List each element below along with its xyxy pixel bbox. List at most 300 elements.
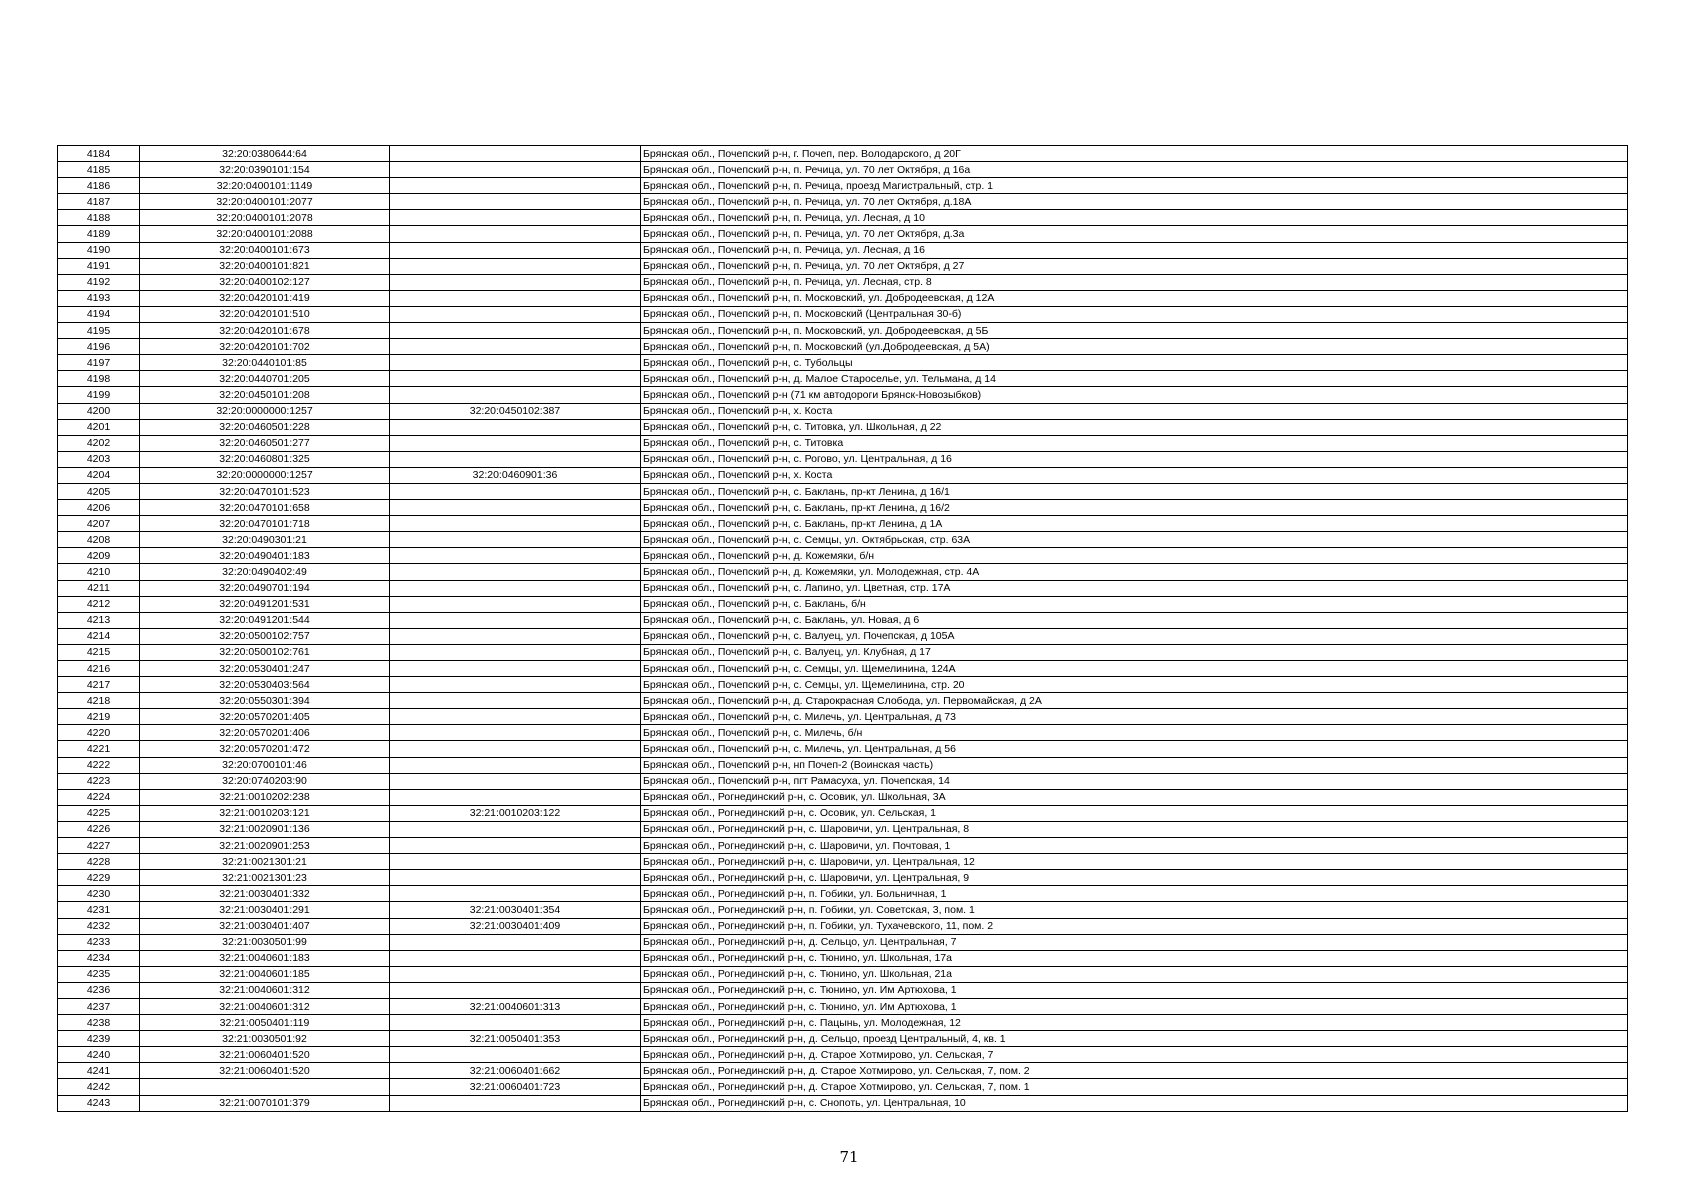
cadastral-number-cell: 32:20:0420101:678 (140, 323, 390, 339)
address-cell: Брянская обл., Почепский р-н, х. Коста (641, 403, 1628, 419)
address-cell: Брянская обл., Почепский р-н, с. Семцы, ул. Октябрьская, стр. 63А (641, 532, 1628, 548)
table-row (58, 612, 1628, 628)
related-cadastral-number-cell (390, 612, 641, 628)
related-cadastral-number-cell (390, 821, 641, 837)
cadastral-number-cell: 32:20:0500102:757 (140, 628, 390, 644)
address-cell: Брянская обл., Рогнединский р-н, с. Осовик, ул. Школьная, 3А (641, 789, 1628, 805)
table-row (58, 387, 1628, 403)
table-row (58, 934, 1628, 950)
cadastral-number-cell: 32:21:0030401:332 (140, 886, 390, 902)
address-cell: Брянская обл., Рогнединский р-н, с. Шаровичи, ул. Центральная, 12 (641, 854, 1628, 870)
table-row (58, 242, 1628, 258)
address-cell: Брянская обл., Рогнединский р-н, с. Тюнино, ул. Им Артюхова, 1 (641, 982, 1628, 998)
row-number-cell: 4234 (58, 950, 140, 966)
related-cadastral-number-cell (390, 693, 641, 709)
related-cadastral-number-cell: 32:21:0030401:409 (390, 918, 641, 934)
row-number-cell: 4242 (58, 1079, 140, 1095)
row-number-cell: 4240 (58, 1047, 140, 1063)
address-cell: Брянская обл., Рогнединский р-н, п. Гобики, ул. Больничная, 1 (641, 886, 1628, 902)
cadastral-number-cell: 32:21:0021301:21 (140, 854, 390, 870)
table-row (58, 371, 1628, 387)
address-cell: Брянская обл., Почепский р-н, д. Малое Староселье, ул. Тельмана, д 14 (641, 371, 1628, 387)
cadastral-number-cell: 32:20:0470101:658 (140, 500, 390, 516)
related-cadastral-number-cell (390, 564, 641, 580)
table-row (58, 821, 1628, 837)
address-cell: Брянская обл., Почепский р-н, п. Речица, проезд Магистральный, стр. 1 (641, 178, 1628, 194)
address-cell: Брянская обл., Рогнединский р-н, с. Шаровичи, ул. Центральная, 9 (641, 870, 1628, 886)
table-row (58, 838, 1628, 854)
cadastral-number-cell: 32:20:0380644:64 (140, 146, 390, 162)
table-row (58, 178, 1628, 194)
table-row (58, 757, 1628, 773)
address-cell: Брянская обл., Почепский р-н, с. Семцы, ул. Щемелинина, 124А (641, 661, 1628, 677)
cadastral-number-cell: 32:20:0500102:761 (140, 644, 390, 660)
row-number-cell: 4200 (58, 403, 140, 419)
address-cell: Брянская обл., Почепский р-н, нп Почеп-2 (Воинская часть) (641, 757, 1628, 773)
related-cadastral-number-cell (390, 709, 641, 725)
table-row (58, 693, 1628, 709)
cadastral-number-cell: 32:20:0740203:90 (140, 773, 390, 789)
row-number-cell: 4215 (58, 644, 140, 660)
cadastral-number-cell: 32:20:0450101:208 (140, 387, 390, 403)
row-number-cell: 4219 (58, 709, 140, 725)
register-table-body (58, 146, 1628, 1112)
related-cadastral-number-cell (390, 982, 641, 998)
row-number-cell: 4193 (58, 290, 140, 306)
related-cadastral-number-cell: 32:21:0060401:662 (390, 1063, 641, 1079)
table-row (58, 548, 1628, 564)
address-cell: Брянская обл., Почепский р-н, п. Московский, ул. Добродеевская, д 5Б (641, 323, 1628, 339)
address-cell: Брянская обл., Рогнединский р-н, п. Гобики, ул. Тухачевского, 11, пом. 2 (641, 918, 1628, 934)
cadastral-number-cell: 32:20:0490402:49 (140, 564, 390, 580)
address-cell: Брянская обл., Почепский р-н, с. Валуец, ул. Почепская, д 105А (641, 628, 1628, 644)
table-row (58, 805, 1628, 821)
cadastral-number-cell: 32:20:0440701:205 (140, 371, 390, 387)
related-cadastral-number-cell (390, 596, 641, 612)
address-cell: Брянская обл., Рогнединский р-н, д. Старое Хотмирово, ул. Сельская, 7, пом. 1 (641, 1079, 1628, 1095)
table-row (58, 532, 1628, 548)
address-cell: Брянская обл., Почепский р-н, с. Баклань, пр-кт Ленина, д 1А (641, 516, 1628, 532)
row-number-cell: 4197 (58, 355, 140, 371)
row-number-cell: 4239 (58, 1031, 140, 1047)
row-number-cell: 4189 (58, 226, 140, 242)
row-number-cell: 4211 (58, 580, 140, 596)
address-cell: Брянская обл., Почепский р-н (71 км автодороги Брянск-Новозыбков) (641, 387, 1628, 403)
row-number-cell: 4184 (58, 146, 140, 162)
cadastral-number-cell: 32:20:0490401:183 (140, 548, 390, 564)
table-row (58, 516, 1628, 532)
row-number-cell: 4188 (58, 210, 140, 226)
row-number-cell: 4191 (58, 258, 140, 274)
row-number-cell: 4235 (58, 966, 140, 982)
row-number-cell: 4207 (58, 516, 140, 532)
related-cadastral-number-cell (390, 532, 641, 548)
related-cadastral-number-cell (390, 419, 641, 435)
cadastral-number-cell: 32:21:0021301:23 (140, 870, 390, 886)
address-cell: Брянская обл., Почепский р-н, с. Валуец, ул. Клубная, д 17 (641, 644, 1628, 660)
related-cadastral-number-cell (390, 725, 641, 741)
cadastral-number-cell: 32:20:0460501:277 (140, 435, 390, 451)
related-cadastral-number-cell (390, 886, 641, 902)
address-cell: Брянская обл., Почепский р-н, п. Речица, ул. 70 лет Октября, д.3а (641, 226, 1628, 242)
row-number-cell: 4205 (58, 483, 140, 499)
table-row (58, 1063, 1628, 1079)
related-cadastral-number-cell (390, 548, 641, 564)
related-cadastral-number-cell (390, 242, 641, 258)
address-cell: Брянская обл., Рогнединский р-н, с. Тюнино, ул. Школьная, 21а (641, 966, 1628, 982)
address-cell: Брянская обл., Почепский р-н, г. Почеп, пер. Володарского, д 20Г (641, 146, 1628, 162)
related-cadastral-number-cell (390, 741, 641, 757)
address-cell: Брянская обл., Почепский р-н, пгт Рамасуха, ул. Почепская, 14 (641, 773, 1628, 789)
address-cell: Брянская обл., Почепский р-н, с. Рогово, ул. Центральная, д 16 (641, 451, 1628, 467)
table-row (58, 677, 1628, 693)
cadastral-number-cell: 32:20:0570201:472 (140, 741, 390, 757)
address-cell: Брянская обл., Почепский р-н, с. Милечь, ул. Центральная, д 73 (641, 709, 1628, 725)
cadastral-number-cell: 32:20:0400101:673 (140, 242, 390, 258)
related-cadastral-number-cell (390, 789, 641, 805)
related-cadastral-number-cell (390, 226, 641, 242)
related-cadastral-number-cell (390, 757, 641, 773)
address-cell: Брянская обл., Почепский р-н, с. Титовка (641, 435, 1628, 451)
related-cadastral-number-cell (390, 194, 641, 210)
table-row (58, 274, 1628, 290)
row-number-cell: 4232 (58, 918, 140, 934)
address-cell: Брянская обл., Почепский р-н, п. Речица, ул. Лесная, д 10 (641, 210, 1628, 226)
address-cell: Брянская обл., Почепский р-н, с. Баклань, б/н (641, 596, 1628, 612)
row-number-cell: 4203 (58, 451, 140, 467)
row-number-cell: 4236 (58, 982, 140, 998)
cadastral-number-cell: 32:20:0440101:85 (140, 355, 390, 371)
cadastral-number-cell: 32:20:0700101:46 (140, 757, 390, 773)
table-row (58, 741, 1628, 757)
address-cell: Брянская обл., Рогнединский р-н, с. Шаровичи, ул. Центральная, 8 (641, 821, 1628, 837)
table-row (58, 451, 1628, 467)
address-cell: Брянская обл., Почепский р-н, д. Кожемяки, б/н (641, 548, 1628, 564)
table-row (58, 258, 1628, 274)
related-cadastral-number-cell (390, 500, 641, 516)
address-cell: Брянская обл., Почепский р-н, с. Лапино, ул. Цветная, стр. 17А (641, 580, 1628, 596)
row-number-cell: 4224 (58, 789, 140, 805)
cadastral-number-cell: 32:21:0070101:379 (140, 1095, 390, 1111)
table-row (58, 918, 1628, 934)
row-number-cell: 4212 (58, 596, 140, 612)
cadastral-number-cell: 32:21:0040601:312 (140, 982, 390, 998)
cadastral-number-cell: 32:21:0060401:520 (140, 1063, 390, 1079)
table-row (58, 982, 1628, 998)
row-number-cell: 4208 (58, 532, 140, 548)
table-row (58, 290, 1628, 306)
cadastral-number-cell: 32:20:0470101:523 (140, 483, 390, 499)
table-row (58, 644, 1628, 660)
row-number-cell: 4230 (58, 886, 140, 902)
row-number-cell: 4228 (58, 854, 140, 870)
related-cadastral-number-cell (390, 854, 641, 870)
related-cadastral-number-cell (390, 435, 641, 451)
cadastral-number-cell: 32:21:0010202:238 (140, 789, 390, 805)
related-cadastral-number-cell: 32:20:0450102:387 (390, 403, 641, 419)
row-number-cell: 4213 (58, 612, 140, 628)
address-cell: Брянская обл., Почепский р-н, с. Семцы, ул. Щемелинина, стр. 20 (641, 677, 1628, 693)
address-cell: Брянская обл., Рогнединский р-н, с. Осовик, ул. Сельская, 1 (641, 805, 1628, 821)
row-number-cell: 4225 (58, 805, 140, 821)
cadastral-number-cell: 32:20:0400101:2088 (140, 226, 390, 242)
address-cell: Брянская обл., Рогнединский р-н, д. Сельцо, ул. Центральная, 7 (641, 934, 1628, 950)
table-row (58, 210, 1628, 226)
table-row (58, 467, 1628, 483)
cadastral-number-cell: 32:20:0491201:544 (140, 612, 390, 628)
row-number-cell: 4209 (58, 548, 140, 564)
table-row (58, 596, 1628, 612)
row-number-cell: 4217 (58, 677, 140, 693)
address-cell: Брянская обл., Почепский р-н, с. Титовка, ул. Школьная, д 22 (641, 419, 1628, 435)
related-cadastral-number-cell (390, 644, 641, 660)
row-number-cell: 4227 (58, 838, 140, 854)
related-cadastral-number-cell: 32:21:0010203:122 (390, 805, 641, 821)
cadastral-number-cell: 32:21:0050401:119 (140, 1015, 390, 1031)
row-number-cell: 4243 (58, 1095, 140, 1111)
cadastral-number-cell: 32:20:0400101:1149 (140, 178, 390, 194)
table-row (58, 870, 1628, 886)
table-row (58, 709, 1628, 725)
related-cadastral-number-cell (390, 773, 641, 789)
address-cell: Брянская обл., Почепский р-н, п. Речица, ул. 70 лет Октября, д 27 (641, 258, 1628, 274)
address-cell: Брянская обл., Почепский р-н, д. Кожемяки, ул. Молодежная, стр. 4А (641, 564, 1628, 580)
row-number-cell: 4238 (58, 1015, 140, 1031)
row-number-cell: 4231 (58, 902, 140, 918)
cadastral-number-cell: 32:20:0490301:21 (140, 532, 390, 548)
related-cadastral-number-cell (390, 628, 641, 644)
related-cadastral-number-cell (390, 1095, 641, 1111)
address-cell: Брянская обл., Почепский р-н, с. Милечь, ул. Центральная, д 56 (641, 741, 1628, 757)
table-row (58, 1047, 1628, 1063)
cadastral-number-cell: 32:20:0490701:194 (140, 580, 390, 596)
table-row (58, 500, 1628, 516)
row-number-cell: 4204 (58, 467, 140, 483)
table-row (58, 306, 1628, 322)
cadastral-number-cell: 32:20:0400101:2077 (140, 194, 390, 210)
row-number-cell: 4186 (58, 178, 140, 194)
address-cell: Брянская обл., Рогнединский р-н, д. Сельцо, проезд Центральный, 4, кв. 1 (641, 1031, 1628, 1047)
address-cell: Брянская обл., Рогнединский р-н, д. Старое Хотмирово, ул. Сельская, 7, пом. 2 (641, 1063, 1628, 1079)
row-number-cell: 4223 (58, 773, 140, 789)
address-cell: Брянская обл., Почепский р-н, с. Баклань, ул. Новая, д 6 (641, 612, 1628, 628)
address-cell: Брянская обл., Почепский р-н, п. Московский (Центральная 30-б) (641, 306, 1628, 322)
related-cadastral-number-cell: 32:21:0030401:354 (390, 902, 641, 918)
address-cell: Брянская обл., Почепский р-н, п. Речица, ул. Лесная, д 16 (641, 242, 1628, 258)
related-cadastral-number-cell (390, 838, 641, 854)
table-row (58, 339, 1628, 355)
cadastral-number-cell (140, 1079, 390, 1095)
cadastral-number-cell: 32:21:0010203:121 (140, 805, 390, 821)
table-row (58, 966, 1628, 982)
related-cadastral-number-cell (390, 274, 641, 290)
related-cadastral-number-cell (390, 306, 641, 322)
row-number-cell: 4187 (58, 194, 140, 210)
row-number-cell: 4214 (58, 628, 140, 644)
cadastral-number-cell: 32:20:0420101:510 (140, 306, 390, 322)
table-row (58, 226, 1628, 242)
related-cadastral-number-cell (390, 677, 641, 693)
cadastral-number-cell: 32:20:0470101:718 (140, 516, 390, 532)
row-number-cell: 4226 (58, 821, 140, 837)
table-row (58, 628, 1628, 644)
table-row (58, 886, 1628, 902)
cadastral-number-cell: 32:20:0390101:154 (140, 162, 390, 178)
row-number-cell: 4185 (58, 162, 140, 178)
cadastral-number-cell: 32:21:0030401:291 (140, 902, 390, 918)
cadastral-number-cell: 32:21:0030501:92 (140, 1031, 390, 1047)
cadastral-number-cell: 32:20:0570201:405 (140, 709, 390, 725)
cadastral-number-cell: 32:20:0400101:2078 (140, 210, 390, 226)
related-cadastral-number-cell (390, 162, 641, 178)
table-row (58, 323, 1628, 339)
table-row (58, 1079, 1628, 1095)
row-number-cell: 4196 (58, 339, 140, 355)
row-number-cell: 4202 (58, 435, 140, 451)
address-cell: Брянская обл., Рогнединский р-н, с. Пацынь, ул. Молодежная, 12 (641, 1015, 1628, 1031)
address-cell: Брянская обл., Почепский р-н, п. Московский, ул. Добродеевская, д 12А (641, 290, 1628, 306)
address-cell: Брянская обл., Почепский р-н, п. Речица, ул. Лесная, стр. 8 (641, 274, 1628, 290)
table-row (58, 419, 1628, 435)
related-cadastral-number-cell: 32:21:0040601:313 (390, 998, 641, 1014)
address-cell: Брянская обл., Рогнединский р-н, с. Тюнино, ул. Им Артюхова, 1 (641, 998, 1628, 1014)
table-row (58, 403, 1628, 419)
table-row (58, 435, 1628, 451)
cadastral-number-cell: 32:21:0040601:185 (140, 966, 390, 982)
related-cadastral-number-cell (390, 387, 641, 403)
row-number-cell: 4198 (58, 371, 140, 387)
row-number-cell: 4221 (58, 741, 140, 757)
cadastral-number-cell: 32:20:0491201:531 (140, 596, 390, 612)
related-cadastral-number-cell (390, 966, 641, 982)
cadastral-number-cell: 32:20:0400101:821 (140, 258, 390, 274)
related-cadastral-number-cell (390, 146, 641, 162)
address-cell: Брянская обл., Рогнединский р-н, с. Тюнино, ул. Школьная, 17а (641, 950, 1628, 966)
table-row (58, 564, 1628, 580)
row-number-cell: 4216 (58, 661, 140, 677)
table-row (58, 789, 1628, 805)
cadastral-number-cell: 32:20:0570201:406 (140, 725, 390, 741)
cadastral-number-cell: 32:20:0460801:325 (140, 451, 390, 467)
table-row (58, 661, 1628, 677)
address-cell: Брянская обл., Рогнединский р-н, д. Старое Хотмирово, ул. Сельская, 7 (641, 1047, 1628, 1063)
row-number-cell: 4210 (58, 564, 140, 580)
table-row (58, 1015, 1628, 1031)
address-cell: Брянская обл., Почепский р-н, с. Баклань, пр-кт Ленина, д 16/1 (641, 483, 1628, 499)
related-cadastral-number-cell (390, 950, 641, 966)
table-row (58, 483, 1628, 499)
cadastral-number-cell: 32:20:0000000:1257 (140, 403, 390, 419)
address-cell: Брянская обл., Рогнединский р-н, с. Шаровичи, ул. Почтовая, 1 (641, 838, 1628, 854)
row-number-cell: 4237 (58, 998, 140, 1014)
table-row (58, 146, 1628, 162)
row-number-cell: 4222 (58, 757, 140, 773)
related-cadastral-number-cell (390, 516, 641, 532)
row-number-cell: 4241 (58, 1063, 140, 1079)
related-cadastral-number-cell (390, 210, 641, 226)
related-cadastral-number-cell (390, 290, 641, 306)
address-cell: Брянская обл., Почепский р-н, с. Тубольцы (641, 355, 1628, 371)
table-row (58, 902, 1628, 918)
address-cell: Брянская обл., Почепский р-н, с. Милечь, б/н (641, 725, 1628, 741)
cadastral-number-cell: 32:21:0060401:520 (140, 1047, 390, 1063)
table-row (58, 162, 1628, 178)
cadastral-number-cell: 32:20:0000000:1257 (140, 467, 390, 483)
cadastral-number-cell: 32:21:0020901:136 (140, 821, 390, 837)
related-cadastral-number-cell (390, 451, 641, 467)
table-row (58, 854, 1628, 870)
related-cadastral-number-cell: 32:21:0050401:353 (390, 1031, 641, 1047)
address-cell: Брянская обл., Рогнединский р-н, с. Снопоть, ул. Центральная, 10 (641, 1095, 1628, 1111)
table-row (58, 725, 1628, 741)
related-cadastral-number-cell (390, 1015, 641, 1031)
table-row (58, 580, 1628, 596)
table-row (58, 950, 1628, 966)
cadastral-number-cell: 32:20:0460501:228 (140, 419, 390, 435)
related-cadastral-number-cell: 32:20:0460901:36 (390, 467, 641, 483)
page-number: 71 (839, 1148, 859, 1166)
table-row (58, 194, 1628, 210)
related-cadastral-number-cell (390, 371, 641, 387)
row-number-cell: 4190 (58, 242, 140, 258)
cadastral-number-cell: 32:20:0530403:564 (140, 677, 390, 693)
cadastral-number-cell: 32:21:0030501:99 (140, 934, 390, 950)
related-cadastral-number-cell (390, 339, 641, 355)
related-cadastral-number-cell (390, 258, 641, 274)
cadastral-number-cell: 32:20:0550301:394 (140, 693, 390, 709)
cadastral-number-cell: 32:20:0400102:127 (140, 274, 390, 290)
address-cell: Брянская обл., Рогнединский р-н, п. Гобики, ул. Советская, 3, пом. 1 (641, 902, 1628, 918)
row-number-cell: 4233 (58, 934, 140, 950)
cadastral-number-cell: 32:20:0420101:419 (140, 290, 390, 306)
register-table (57, 145, 1628, 1112)
related-cadastral-number-cell (390, 934, 641, 950)
address-cell: Брянская обл., Почепский р-н, п. Речица, ул. 70 лет Октября, д.18А (641, 194, 1628, 210)
cadastral-number-cell: 32:21:0040601:183 (140, 950, 390, 966)
table-row (58, 998, 1628, 1014)
related-cadastral-number-cell (390, 323, 641, 339)
row-number-cell: 4201 (58, 419, 140, 435)
row-number-cell: 4195 (58, 323, 140, 339)
cadastral-number-cell: 32:20:0530401:247 (140, 661, 390, 677)
cadastral-number-cell: 32:21:0030401:407 (140, 918, 390, 934)
table-row (58, 355, 1628, 371)
related-cadastral-number-cell: 32:21:0060401:723 (390, 1079, 641, 1095)
related-cadastral-number-cell (390, 1047, 641, 1063)
address-cell: Брянская обл., Почепский р-н, п. Речица, ул. 70 лет Октября, д 16а (641, 162, 1628, 178)
row-number-cell: 4229 (58, 870, 140, 886)
row-number-cell: 4194 (58, 306, 140, 322)
related-cadastral-number-cell (390, 355, 641, 371)
related-cadastral-number-cell (390, 483, 641, 499)
address-cell: Брянская обл., Почепский р-н, с. Баклань, пр-кт Ленина, д 16/2 (641, 500, 1628, 516)
table-row (58, 773, 1628, 789)
related-cadastral-number-cell (390, 178, 641, 194)
row-number-cell: 4218 (58, 693, 140, 709)
row-number-cell: 4199 (58, 387, 140, 403)
row-number-cell: 4192 (58, 274, 140, 290)
table-row (58, 1031, 1628, 1047)
related-cadastral-number-cell (390, 580, 641, 596)
cadastral-number-cell: 32:21:0020901:253 (140, 838, 390, 854)
row-number-cell: 4206 (58, 500, 140, 516)
address-cell: Брянская обл., Почепский р-н, д. Старокрасная Слобода, ул. Первомайская, д 2А (641, 693, 1628, 709)
table-row (58, 1095, 1628, 1111)
related-cadastral-number-cell (390, 661, 641, 677)
cadastral-number-cell: 32:21:0040601:312 (140, 998, 390, 1014)
address-cell: Брянская обл., Почепский р-н, х. Коста (641, 467, 1628, 483)
related-cadastral-number-cell (390, 870, 641, 886)
